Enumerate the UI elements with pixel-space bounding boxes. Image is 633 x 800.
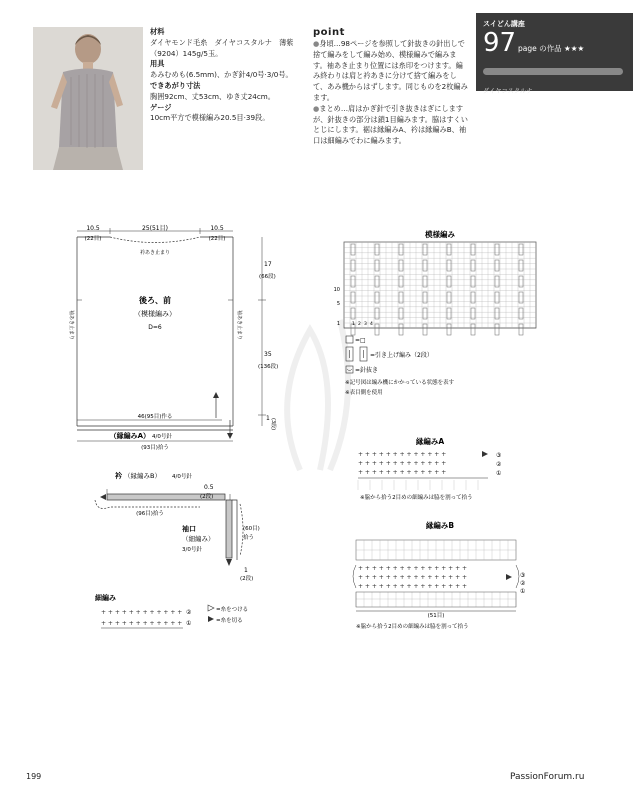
edge-b-count: (51目) — [427, 613, 445, 619]
neck-mark-label: 衿あき止まり — [139, 250, 171, 256]
pull-stitch-cell — [519, 324, 523, 335]
point-text-1: 身頃…98ページを参照して針抜きの針出しで捨て編みをして編み始め、模様編みで編みます。袖あき止まり位置には糸印をつけます。編み終わりは肩と衿あきに分けて捨て編みをして、あみ機からはずします。同じものを2枚編みます。 — [313, 39, 468, 102]
pull-stitch-cell — [351, 260, 355, 271]
cuff-depth-rows: (2段) — [240, 576, 254, 582]
size-text: 胸囲92cm、丈53cm、ゆき丈24cm。 — [150, 91, 275, 101]
dim-top-right-sts: (22目) — [208, 236, 226, 242]
join-yarn-icon — [208, 605, 214, 611]
pull-stitch-cell — [519, 308, 523, 319]
edge-a-row-mark: + + + + + + + + + + + + + — [358, 451, 447, 458]
edge-a-note: ※脇から拾う2目めの細編みは脇を割って拾う — [360, 495, 473, 501]
pattern-chart-title: 模様編み — [425, 230, 455, 239]
pull-stitch-cell — [447, 260, 451, 271]
pull-stitch-cell — [495, 260, 499, 271]
side-mark-right: 袖あき止まり — [236, 310, 242, 341]
dim-top-left-sts: (22目) — [84, 236, 102, 242]
edge-b-title: 縁編みB — [425, 521, 455, 530]
border-a-needle: 4/0号針 — [152, 434, 172, 440]
pattern-row-5: 5 — [336, 301, 340, 307]
pull-stitch-cell — [423, 260, 427, 271]
watermark-ornament — [287, 320, 348, 470]
sc-chart-title: 細編み — [95, 594, 116, 602]
pull-stitch-cell — [423, 308, 427, 319]
edge-a-chart — [358, 451, 488, 490]
pull-stitch-cell — [399, 324, 403, 335]
edge-a-row-2: ② — [496, 461, 502, 468]
dim-top-right: 10.5 — [210, 225, 224, 232]
border-a-label: （縁編みA） — [109, 432, 150, 440]
pull-stitch-cell — [399, 244, 403, 255]
pull-stitch-cell — [399, 260, 403, 271]
dim-right-35-rows: (136段) — [258, 364, 279, 370]
pattern-col-1: 1 — [352, 322, 355, 327]
pull-stitch-cell — [423, 244, 427, 255]
pull-stitch-cell — [351, 308, 355, 319]
edge-b-row-mark: + + + + + + + + + + + + + + + + — [358, 565, 468, 572]
cut-yarn-icon — [506, 574, 512, 580]
pull-stitch-cell — [375, 244, 379, 255]
edge-b-note: ※脇から拾う2目めの細編みは脇を割って拾う — [356, 624, 469, 630]
pull-stitch-cell — [495, 308, 499, 319]
cuff-pickup: (60目) — [243, 526, 260, 532]
material-text: ダイヤモンド毛糸 ダイヤコスタルナ 薄紫（9204）145g/5玉。 — [150, 37, 294, 58]
edge-a-row-1: ① — [496, 470, 502, 477]
pull-stitch-cell — [375, 324, 379, 335]
cast-on-label: 46(95目)作る — [137, 414, 173, 420]
material-title: 材料 — [150, 27, 165, 36]
yarn-name: ダイヤコスタルナ — [483, 88, 533, 95]
piece-dial: D=6 — [148, 324, 162, 331]
dim-right-35: 35 — [264, 351, 272, 358]
pull-stitch-cell — [375, 260, 379, 271]
sc-chart-grid — [101, 609, 183, 628]
border-a-pickup: (93目)拾う — [141, 445, 169, 451]
site-credit: PassionForum.ru — [510, 772, 585, 782]
cut-yarn-icon — [208, 616, 214, 622]
pull-stitch-cell — [495, 324, 499, 335]
point-title: point — [313, 27, 345, 38]
legend-drop: =針抜き — [355, 367, 379, 374]
tools-text: あみむめも(6.5mm)、かぎ針4/0号·3/0号。 — [150, 70, 293, 80]
pull-stitch-cell — [447, 324, 451, 335]
dim-right-1-rows: (3段) — [270, 418, 276, 431]
sc-row-mark: + + + + + + + + + + + + — [101, 620, 183, 627]
cuff-sub: （細編み） — [182, 535, 215, 543]
difficulty-stars: ★★★ — [564, 44, 585, 53]
gauge-title: ゲージ — [150, 102, 172, 112]
arrow-up-icon — [213, 392, 219, 418]
series-name: スイどん講座 — [483, 20, 525, 28]
sc-legend-cut: =糸を切る — [216, 618, 243, 624]
collar-depth: 0.5 — [204, 484, 214, 491]
pull-stitch-cell — [495, 244, 499, 255]
arrow-down-icon — [227, 420, 233, 439]
sc-row-1: ① — [186, 620, 192, 627]
bullet-icon: ● — [313, 103, 320, 113]
pattern-note-2: ※表目側を使用 — [345, 390, 383, 396]
edge-b-row-mark: + + + + + + + + + + + + + + + + — [358, 574, 468, 581]
edge-b-chart — [353, 540, 519, 611]
pattern-row-1: 1 — [336, 321, 340, 327]
edge-b-row-3: ③ — [520, 572, 526, 579]
side-mark-left: 袖あき止まり — [68, 310, 74, 341]
pull-stitch-cell — [471, 308, 475, 319]
piece-pattern: （模様編み） — [134, 310, 176, 318]
pattern-col-3: 3 — [364, 322, 367, 327]
pattern-row-10: 10 — [333, 287, 340, 293]
cuff-schematic — [226, 500, 243, 560]
edge-b-row-2: ② — [520, 580, 526, 587]
dim-top-mid: 25(51目) — [142, 225, 168, 232]
piece-title: 後ろ、前 — [139, 296, 171, 305]
edge-b-row-1: ① — [520, 588, 526, 595]
cuff-pickup-sub: 拾う — [243, 535, 255, 541]
page-label: page の作品 ★★★ — [518, 44, 585, 53]
work-number: 97 — [483, 28, 517, 58]
pull-stitch-cell — [519, 244, 523, 255]
legend-pull: =引き上げ編み（2段） — [370, 352, 433, 359]
pattern-note-1: ※記号図は編み機にかかっている状態を表す — [345, 380, 455, 386]
sc-row-mark: + + + + + + + + + + + + — [101, 609, 183, 616]
arrow-down-icon — [226, 559, 232, 566]
cuff-label: 袖口 — [182, 525, 196, 533]
pull-stitch-cell — [471, 324, 475, 335]
cuff-needle: 3/0号針 — [182, 547, 202, 553]
edge-a-row-mark: + + + + + + + + + + + + + — [358, 460, 447, 467]
size-title: できあがり寸法 — [150, 80, 201, 90]
collar-depth-rows: (2段) — [200, 494, 214, 500]
dim-right-17-rows: (66段) — [259, 274, 276, 280]
pull-stitch-cell — [519, 260, 523, 271]
pull-stitch-cell — [447, 244, 451, 255]
bullet-icon: ● — [313, 39, 320, 48]
edge-b-row-mark: + + + + + + + + + + + + + + + + — [358, 583, 468, 590]
collar-needle: 4/0号針 — [172, 474, 192, 480]
collar-label: 衿 — [115, 472, 122, 480]
edge-a-row-3: ③ — [496, 452, 502, 459]
point-text-2: まとめ…肩はかぎ針で引き抜きはぎにしますが、針抜きの部分は鎖1目編みます。脇はすくいとじにします。裾は縁編みA、衿は縁編みB、袖口は細編みでわに編みます。 — [313, 103, 468, 146]
cut-yarn-icon — [482, 451, 488, 457]
page-number: 199 — [26, 772, 42, 781]
edge-a-row-mark: + + + + + + + + + + + + + — [358, 469, 447, 476]
gauge-text: 10cm平方で模様編み20.5目·39段。 — [150, 113, 270, 123]
dim-right-1: 1 — [266, 415, 270, 422]
pull-stitch-cell — [471, 260, 475, 271]
collar-pickup: (96目)拾う — [136, 511, 164, 517]
sc-row-2: ② — [186, 609, 192, 616]
sc-legend-join: =糸をつける — [216, 607, 249, 613]
dim-top-left: 10.5 — [86, 225, 100, 232]
pull-stitch-cell — [375, 308, 379, 319]
pull-stitch-cell — [471, 244, 475, 255]
arrow-left-icon — [100, 494, 106, 500]
pull-stitch-cell — [423, 324, 427, 335]
pull-stitch-cell — [399, 308, 403, 319]
legend-blank: =□ — [355, 337, 366, 344]
pattern-col-4: 4 — [370, 322, 373, 327]
pull-stitch-cell — [447, 308, 451, 319]
cuff-depth: 1 — [244, 567, 248, 574]
tools-title: 用具 — [150, 59, 165, 69]
dim-right-17: 17 — [264, 261, 272, 268]
pull-stitch-cell — [351, 244, 355, 255]
edge-a-title: 縁編みA — [415, 437, 445, 446]
pattern-col-2: 2 — [358, 322, 361, 327]
collar-sub: （縁編みB） — [124, 472, 161, 480]
